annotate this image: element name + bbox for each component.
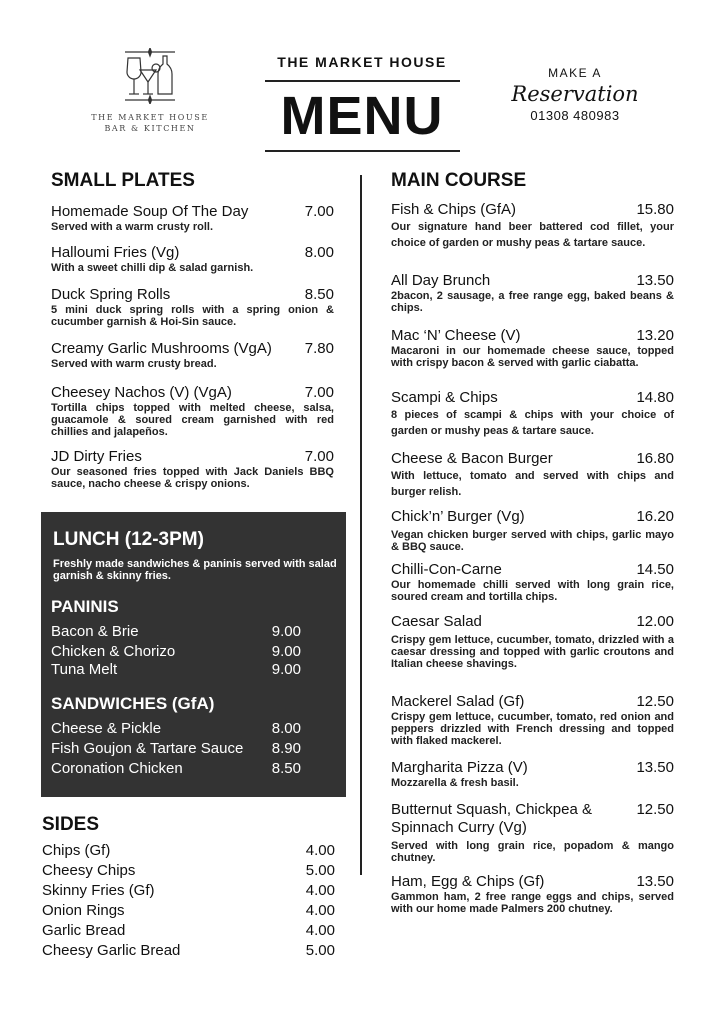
item-name: Cheese & Pickle bbox=[51, 720, 162, 737]
item-price: 5.00 bbox=[305, 862, 335, 879]
menu-item bbox=[391, 759, 674, 789]
reservation-label: Reservation bbox=[511, 82, 639, 106]
item-name: Fish & Chips (GfA) bbox=[391, 201, 517, 218]
lunch-box bbox=[41, 512, 346, 797]
menu-item bbox=[51, 244, 334, 274]
menu-item bbox=[391, 508, 674, 553]
menu-item bbox=[51, 384, 334, 438]
item-desc: 8 pieces of scampi & chips with your choice of garden or mushy peas & tartare sauce. bbox=[391, 409, 674, 437]
divider bbox=[265, 80, 460, 82]
menu-item bbox=[391, 561, 674, 603]
section-title-paninis: PANINIS bbox=[51, 597, 119, 616]
menu-item bbox=[391, 801, 674, 864]
item-desc: Our signature hand beer battered cod fillet, your choice of garden or mushy peas & tartare sauce. bbox=[391, 221, 674, 249]
item-name: Caesar Salad bbox=[391, 613, 482, 630]
item-price: 14.50 bbox=[636, 561, 674, 578]
item-name: Coronation Chicken bbox=[51, 760, 183, 777]
sandwiches-list bbox=[41, 719, 301, 779]
item-name: Mac ‘N’ Cheese (V) bbox=[391, 327, 521, 344]
item-name: Duck Spring Rolls bbox=[51, 286, 171, 303]
section-title-sandwiches: SANDWICHES (GfA) bbox=[51, 694, 215, 713]
item-desc: Our homemade chilli served with long grain rice, soured cream and tortilla chips. bbox=[391, 579, 674, 603]
item-price: 4.00 bbox=[305, 902, 335, 919]
item-price: 12.50 bbox=[636, 801, 674, 818]
reservation-block[interactable] bbox=[510, 66, 640, 123]
section-title-lunch: LUNCH (12-3PM) bbox=[53, 529, 204, 550]
item-price: 13.20 bbox=[636, 327, 674, 344]
item-price: 8.90 bbox=[271, 740, 301, 757]
menu-item bbox=[391, 613, 674, 670]
logo-line-2: BAR & KITCHEN bbox=[104, 124, 196, 133]
drinks-logo-icon bbox=[120, 48, 180, 104]
brand-name: THE MARKET HOUSE bbox=[277, 54, 447, 70]
item-name: JD Dirty Fries bbox=[51, 448, 142, 465]
item-price: 9.00 bbox=[271, 661, 301, 678]
menu-item bbox=[51, 203, 334, 233]
item-price: 8.00 bbox=[271, 720, 301, 737]
menu-item bbox=[51, 642, 301, 662]
logo-line-1: THE MARKET HOUSE bbox=[91, 113, 209, 122]
section-title-main-course: MAIN COURSE bbox=[391, 170, 527, 191]
item-desc: 5 mini duck spring rolls with a spring onion & cucumber garnish & Hoi-Sin sauce. bbox=[51, 304, 334, 328]
item-price: 9.00 bbox=[271, 623, 301, 640]
make-a-label: MAKE A bbox=[548, 66, 602, 80]
menu-item bbox=[42, 861, 335, 881]
item-price: 7.80 bbox=[304, 340, 334, 357]
menu-item bbox=[51, 739, 301, 759]
item-price: 15.80 bbox=[636, 201, 674, 218]
item-price: 7.00 bbox=[304, 384, 334, 401]
item-price: 13.50 bbox=[636, 873, 674, 890]
item-name: Cheesey Nachos (V) (VgA) bbox=[51, 384, 232, 401]
item-price: 4.00 bbox=[305, 922, 335, 939]
item-name: Chips (Gf) bbox=[42, 842, 111, 859]
item-price: 13.50 bbox=[636, 759, 674, 776]
item-name: Cheese & Bacon Burger bbox=[391, 450, 553, 467]
item-desc: Served with warm crusty bread. bbox=[51, 358, 217, 370]
item-price: 7.00 bbox=[304, 448, 334, 465]
item-name: Tuna Melt bbox=[51, 661, 118, 678]
lunch-desc: Freshly made sandwiches & paninis served with salad garnish & skinny fries. bbox=[53, 558, 337, 582]
menu-item bbox=[51, 340, 334, 370]
item-desc: 2bacon, 2 sausage, a free range egg, baked beans & chips. bbox=[391, 290, 674, 314]
item-price: 7.00 bbox=[304, 203, 334, 220]
section-title-small-plates: SMALL PLATES bbox=[51, 170, 195, 191]
item-price: 8.00 bbox=[304, 244, 334, 261]
item-name: Chilli-Con-Carne bbox=[391, 561, 502, 578]
item-desc: With a sweet chilli dip & salad garnish. bbox=[51, 262, 254, 274]
item-price: 9.00 bbox=[271, 643, 301, 660]
item-desc: Vegan chicken burger served with chips, garlic mayo & BBQ sauce. bbox=[391, 529, 674, 553]
item-desc: Macaroni in our homemade cheese sauce, topped with crispy bacon & served with garlic ciabatta. bbox=[391, 345, 674, 369]
item-desc: Gammon ham, 2 free range eggs and chips, served with our home made Palmers 200 chutney. bbox=[391, 891, 674, 915]
item-name: Garlic Bread bbox=[42, 922, 126, 939]
menu-item bbox=[42, 921, 335, 941]
item-name: Onion Rings bbox=[42, 902, 125, 919]
menu-item bbox=[51, 660, 301, 680]
paninis-list bbox=[41, 622, 301, 680]
menu-item bbox=[42, 881, 335, 901]
menu-item bbox=[391, 201, 674, 251]
item-name: Chick’n’ Burger (Vg) bbox=[391, 508, 525, 525]
item-price: 4.00 bbox=[305, 882, 335, 899]
item-price: 8.50 bbox=[271, 760, 301, 777]
item-price: 16.20 bbox=[636, 508, 674, 525]
item-price: 12.50 bbox=[636, 693, 674, 710]
item-name: Homemade Soup Of The Day bbox=[51, 203, 249, 220]
item-desc: Mozzarella & fresh basil. bbox=[391, 777, 519, 789]
column-divider bbox=[360, 175, 362, 875]
item-desc: Crispy gem lettuce, cucumber, tomato, drizzled with a caesar dressing and topped with garlic croutons and Italian cheese shavings. bbox=[391, 634, 674, 670]
item-name: Cheesy Garlic Bread bbox=[42, 942, 181, 959]
item-name: Cheesy Chips bbox=[42, 862, 136, 879]
item-price: 8.50 bbox=[304, 286, 334, 303]
item-name: Fish Goujon & Tartare Sauce bbox=[51, 740, 244, 757]
menu-item bbox=[42, 901, 335, 921]
logo bbox=[90, 48, 210, 134]
section-title-sides: SIDES bbox=[42, 814, 100, 835]
item-name: Creamy Garlic Mushrooms (VgA) bbox=[51, 340, 272, 357]
divider bbox=[265, 150, 460, 152]
menu-item bbox=[51, 622, 301, 642]
item-name: Mackerel Salad (Gf) bbox=[391, 693, 525, 710]
item-desc: Served with a warm crusty roll. bbox=[51, 221, 214, 233]
menu-item bbox=[391, 272, 674, 314]
item-price: 16.80 bbox=[636, 450, 674, 467]
menu-item bbox=[391, 693, 674, 747]
item-desc: With lettuce, tomato and served with chips and burger relish. bbox=[391, 470, 674, 498]
item-name: Butternut Squash, Chickpea & Spinnach Curry (Vg) bbox=[391, 801, 592, 836]
item-desc: Tortilla chips topped with melted cheese, salsa, guacamole & soured cream garnished with red chillies and jalapeños. bbox=[51, 402, 334, 438]
phone-number[interactable]: 01308 480983 bbox=[530, 108, 620, 123]
menu-item bbox=[42, 941, 335, 961]
item-price: 14.80 bbox=[636, 389, 674, 406]
page-title: MENU bbox=[280, 86, 444, 146]
item-name: Skinny Fries (Gf) bbox=[42, 882, 155, 899]
menu-item bbox=[51, 719, 301, 739]
item-name: Bacon & Brie bbox=[51, 623, 139, 640]
menu-item bbox=[391, 873, 674, 915]
item-name: Ham, Egg & Chips (Gf) bbox=[391, 873, 545, 890]
item-desc: Crispy gem lettuce, cucumber, tomato, red onion and peppers drizzled with French dressing and topped with flaked mackerel. bbox=[391, 711, 674, 747]
menu-item bbox=[391, 389, 674, 439]
item-desc: Our seasoned fries topped with Jack Daniels BBQ sauce, nacho cheese & crispy onions. bbox=[51, 466, 334, 490]
menu-item bbox=[51, 448, 334, 490]
menu-item bbox=[42, 841, 335, 861]
item-price: 12.00 bbox=[636, 613, 674, 630]
item-price: 5.00 bbox=[305, 942, 335, 959]
item-price: 4.00 bbox=[305, 842, 335, 859]
item-price: 13.50 bbox=[636, 272, 674, 289]
menu-item bbox=[391, 327, 674, 369]
sides-list bbox=[42, 841, 335, 961]
item-name: All Day Brunch bbox=[391, 272, 491, 289]
item-name: Halloumi Fries (Vg) bbox=[51, 244, 180, 261]
item-name: Chicken & Chorizo bbox=[51, 643, 176, 660]
menu-item bbox=[391, 450, 674, 500]
menu-item bbox=[51, 286, 334, 328]
item-name: Margharita Pizza (V) bbox=[391, 759, 528, 776]
item-desc: Served with long grain rice, popadom & mango chutney. bbox=[391, 840, 674, 864]
menu-item bbox=[51, 759, 301, 779]
item-name: Scampi & Chips bbox=[391, 389, 498, 406]
